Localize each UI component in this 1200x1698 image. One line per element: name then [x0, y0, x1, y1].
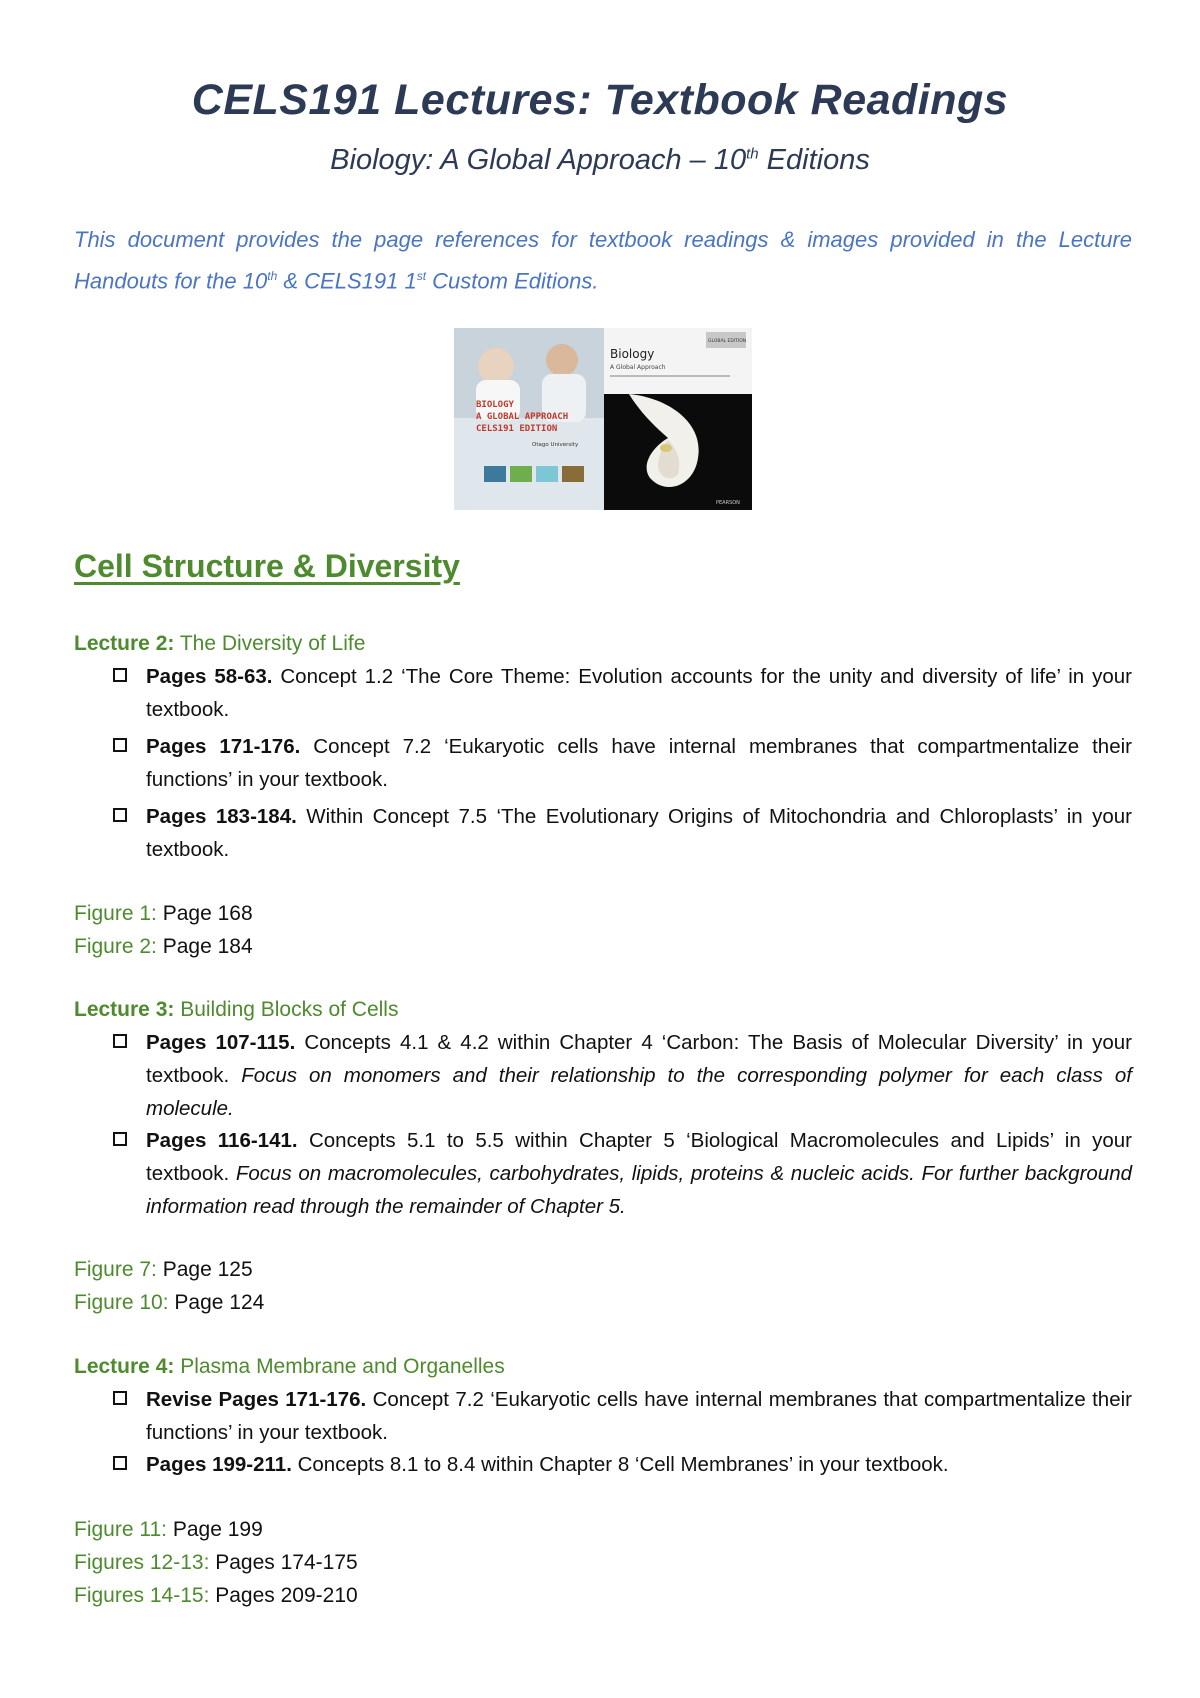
- figure-reference: [74, 1551, 358, 1575]
- reading-pages: Revise Pages 171-176.: [146, 1388, 367, 1411]
- lecture-title: Building Blocks of Cells: [174, 998, 399, 1021]
- cover-left-line-3: CELS191 EDITION: [476, 424, 558, 434]
- lecture-label: Lecture 4:: [74, 1355, 175, 1378]
- lecture-3-heading: [74, 998, 398, 1022]
- cover-right-title: Biology: [610, 347, 655, 361]
- reading-text: Within Concept 7.5 ‘The Evolutionary Origins of Mitochondria and Chloroplasts’ in your textbook.: [146, 805, 1132, 861]
- section-heading: Cell Structure & Diversity: [74, 548, 460, 584]
- cover-right-badge: GLOBAL EDITION: [708, 339, 747, 344]
- reading-text: Concepts 5.1 to 5.5 within Chapter 5 ‘Biological Macromolecules and Lipids’ in your textbook.: [146, 1129, 1132, 1185]
- reading-pages: Pages 116-141.: [146, 1129, 298, 1152]
- reading-item: [146, 1448, 1132, 1481]
- figure-reference: [74, 1584, 358, 1608]
- figure-page: Page 184: [156, 935, 253, 958]
- intro-part-3: Custom Editions.: [426, 268, 599, 294]
- reading-focus-note: Focus on monomers and their relationship to the corresponding polymer for each class of molecule.: [146, 1064, 1133, 1120]
- lecture-title: Plasma Membrane and Organelles: [174, 1355, 505, 1378]
- lecture-title: The Diversity of Life: [174, 632, 366, 655]
- lecture-label: Lecture 2:: [74, 632, 175, 655]
- figure-label: Figure 1:: [74, 902, 157, 925]
- reading-item: [146, 1383, 1132, 1449]
- reading-pages: Pages 199-211.: [146, 1453, 292, 1476]
- figure-label: Figure 11:: [74, 1518, 167, 1541]
- figure-label: Figure 2:: [74, 935, 157, 958]
- figure-label: Figure 7:: [74, 1258, 157, 1281]
- figure-label: Figure 10:: [74, 1291, 169, 1314]
- checkbox[interactable]: [113, 738, 127, 752]
- reading-text: Concepts 4.1 & 4.2 within Chapter 4 ‘Carbon: The Basis of Molecular Diversity’ in your textbook.: [146, 1031, 1132, 1087]
- lecture-label: Lecture 3:: [74, 998, 175, 1021]
- reading-item: [146, 730, 1132, 796]
- reading-focus-note: Focus on macromolecules, carbohydrates, lipids, proteins & nucleic acids. For further background information read through the remainder of Chapter 5.: [146, 1162, 1132, 1218]
- cover-left-line-1: BIOLOGY: [476, 400, 514, 410]
- figure-page: Pages 174-175: [209, 1551, 358, 1574]
- subtitle-end: Editions: [758, 144, 870, 176]
- figure-page: Page 168: [156, 902, 253, 925]
- figure-reference: [74, 935, 253, 959]
- page-title: CELS191 Lectures: Textbook Readings: [191, 76, 1009, 124]
- cover-right-subtitle: A Global Approach: [610, 364, 666, 371]
- figure-reference: [74, 1291, 264, 1315]
- figure-label: Figures 14-15:: [74, 1584, 210, 1607]
- reading-text: Concept 7.2 ‘Eukaryotic cells have internal membranes that compartmentalize their functions’ in your textbook.: [146, 735, 1132, 791]
- checkbox[interactable]: [113, 808, 127, 822]
- reading-item: [146, 1124, 1132, 1223]
- checkbox[interactable]: [113, 1391, 127, 1405]
- figure-page: Page 199: [167, 1518, 263, 1541]
- cover-left-line-2: A GLOBAL APPROACH: [476, 412, 569, 422]
- reading-pages: Pages 58-63.: [146, 665, 273, 688]
- reading-pages: Pages 107-115.: [146, 1031, 296, 1054]
- reading-item: [146, 1026, 1132, 1125]
- reading-item: [146, 660, 1132, 726]
- intro-paragraph: [74, 222, 1132, 299]
- checkbox[interactable]: [113, 1132, 127, 1146]
- page-subtitle: [0, 144, 1200, 177]
- checkbox[interactable]: [113, 668, 127, 682]
- figure-reference: [74, 1518, 263, 1542]
- subtitle-main: Biology: A Global Approach – 10: [330, 144, 747, 176]
- figure-page: Page 124: [168, 1291, 265, 1314]
- lecture-4-heading: [74, 1355, 505, 1379]
- reading-item: [146, 800, 1132, 866]
- figure-page: Page 125: [156, 1258, 253, 1281]
- subtitle-superscript: th: [746, 145, 759, 163]
- figure-reference: [74, 1258, 253, 1282]
- intro-part-2: & CELS191 1: [277, 268, 417, 294]
- checkbox[interactable]: [113, 1034, 127, 1048]
- lecture-2-heading: [74, 632, 365, 656]
- reading-text: Concept 1.2 ‘The Core Theme: Evolution accounts for the unity and diversity of life’ in your textbook.: [146, 665, 1132, 721]
- intro-sup-1: th: [267, 269, 278, 283]
- cover-publisher: PEARSON: [716, 500, 740, 506]
- reading-text: Concept 7.2 ‘Eukaryotic cells have internal membranes that compartmentalize their functions’ in your textbook.: [146, 1388, 1132, 1444]
- checkbox[interactable]: [113, 1456, 127, 1470]
- textbook-covers-image: [454, 328, 752, 510]
- reading-pages: Pages 171-176.: [146, 735, 301, 758]
- cover-left-sub: Otago University: [532, 442, 579, 448]
- reading-text: Concepts 8.1 to 8.4 within Chapter 8 ‘Cell Membranes’ in your textbook.: [291, 1453, 949, 1476]
- intro-part-1: This document provides the page references for textbook readings & images provided in the Lecture Handouts for the 10: [74, 227, 1132, 294]
- figure-page: Pages 209-210: [209, 1584, 358, 1607]
- figure-label: Figures 12-13:: [74, 1551, 210, 1574]
- intro-sup-2: st: [416, 269, 427, 283]
- figure-reference: [74, 902, 253, 926]
- reading-pages: Pages 183-184.: [146, 805, 297, 828]
